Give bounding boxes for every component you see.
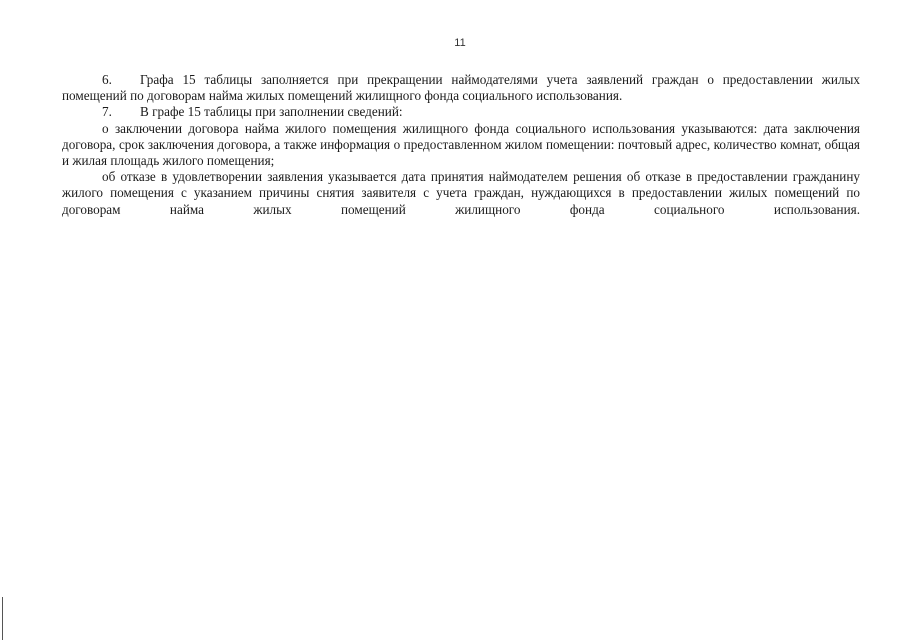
document-body (62, 72, 860, 218)
scan-margin-line (2, 597, 3, 640)
paragraph-text: Графа 15 таблицы заполняется при прекращении наймодателями учета заявлений граждан о предоставлении жилых помещений по договорам найма жилых помещений жилищного фонда социального использования. (62, 72, 860, 104)
paragraph-refusal-info (62, 169, 860, 218)
paragraph-7 (62, 104, 860, 120)
paragraph-contract-info (62, 121, 860, 170)
paragraph-text: В графе 15 таблицы при заполнении сведений: (140, 104, 403, 120)
paragraph-number: 6. (102, 72, 112, 87)
paragraph-number: 7. (102, 104, 112, 120)
page-number: 11 (454, 37, 466, 49)
paragraph-text: об отказе в удовлетворении заявления указывается дата принятия наймодателем решения об отказе в предоставлении гражданину жилого помещения с указанием причины снятия заявителя с учета граждан, нуждающихся в предоставлении жилых помещений по договорам найма жилых помещений жилищного фонда социального использования. (62, 169, 860, 217)
paragraph-text: о заключении договора найма жилого помещения жилищного фонда социального использования указываются: дата заключения договора, срок заключения договора, а также информация о предоставленном жилом помещении: почтовый адрес, количество комнат, общая и жилая площадь жилого помещения; (62, 120, 860, 169)
paragraph-6 (62, 72, 860, 104)
